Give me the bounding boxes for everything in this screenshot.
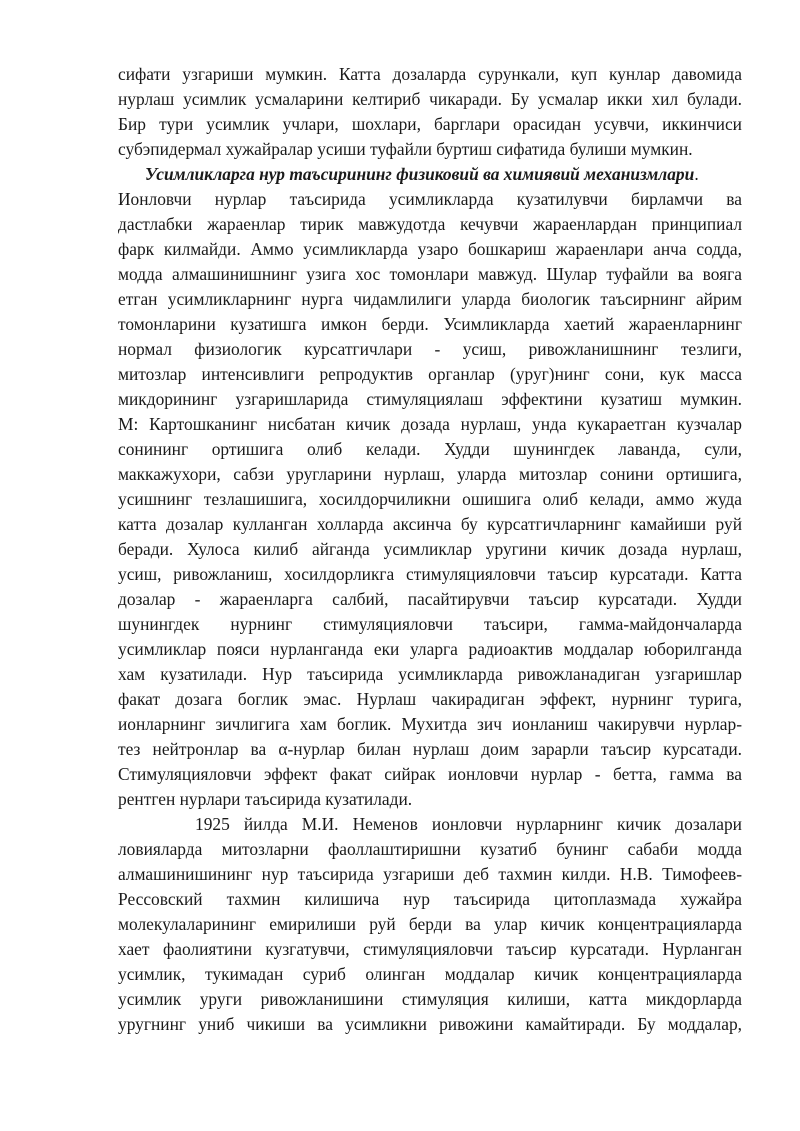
text-line: хает фаолиятини кузгатувчи, стимуляцияловчи таъсир курсатади. Нурланган — [118, 939, 742, 959]
text-line: факат дозага боглик эмас. Нурлаш чакирадиган эффект, нурнинг турига, — [118, 689, 742, 709]
text-line: ловияларда митозларни фаоллаштиришни кузатиб бунинг сабаби модда — [118, 839, 742, 859]
text-line: усиш, ривожланиш, хосилдорликга стимуляцияловчи таъсир курсатади. Катта — [118, 564, 742, 584]
text-line: фарк килмайди. Аммо усимликларда узаро бошкариш жараенлари анча содда, — [118, 239, 742, 259]
text-line: усимлик уруги ривожланишини стимуляция килиши, катта микдорларда — [118, 989, 742, 1009]
text-line: Бир тури усимлик учлари, шохлари, барглари орасидан усувчи, иккинчиси — [118, 114, 742, 134]
text-line: Стимуляцияловчи эффект факат сийрак ионловчи нурлар - бетта, гамма ва — [118, 764, 742, 784]
text-line: М: Картошканинг нисбатан кичик дозада нурлаш, унда кукараетган кузчалар — [118, 414, 742, 434]
heading-period: . — [694, 164, 699, 184]
text-line: Рессовский тахмин килишича нур таъсирида цитоплазмада хужайра — [118, 889, 742, 909]
text-line: нурлаш усимлик усмаларини келтириб чикаради. Бу усмалар икки хил булади. — [118, 89, 742, 109]
section-heading-line — [145, 162, 742, 187]
text-line: алмашинишининг нур таъсирида узгариши деб тахмин килди. Н.В. Тимофеев- — [118, 864, 742, 884]
text-line: тез нейтронлар ва α-нурлар билан нурлаш доим зарарли таъсир курсатади. — [118, 739, 742, 759]
text-line: микдорининг узгаришларида стимуляциялаш эффектини кузатиш мумкин. — [118, 389, 742, 409]
text-line: модда алмашинишнинг узига хос томонлари мавжуд. Шулар туфайли ва вояга — [118, 264, 742, 284]
text-line: молекулаларининг емирилиши руй берди ва улар кичик концентрацияларда — [118, 914, 742, 934]
text-line: ионларнинг зичлигига хам боглик. Мухитда зич ионланиш чакирувчи нурлар- — [118, 714, 742, 734]
text-line: усимликлар пояси нурланганда еки уларга радиоактив моддалар юборилганда — [118, 639, 742, 659]
text-line: усишнинг тезлашишига, хосилдорчиликни ошишига олиб келади, аммо жуда — [118, 489, 742, 509]
text-line: субэпидермал хужайралар усиши туфайли буртиш сифатида булиши мумкин. — [118, 139, 693, 159]
text-line: етган усимликларнинг нурга чидамлилиги уларда биологик таъсирнинг айрим — [118, 289, 742, 309]
text-line: сифати узгариши мумкин. Катта дозаларда сурункали, куп кунлар давомида — [118, 64, 742, 84]
text-line: шунингдек нурнинг стимуляцияловчи таъсири, гамма-майдончаларда — [118, 614, 742, 634]
text-line: усимлик, тукимадан суриб олинган моддалар кичик концентрацияларда — [118, 964, 742, 984]
text-line: катта дозалар кулланган холларда аксинча бу курсатгичларнинг камайиши руй — [118, 514, 742, 534]
text-line: митозлар интенсивлиги репродуктив органлар (уруг)нинг сони, кук масса — [118, 364, 742, 384]
text-line: сонининг ортишига олиб келади. Худди шунингдек лаванда, сули, — [118, 439, 742, 459]
text-line: томонларини кузатишга имкон берди. Усимликларда хаетий жараенларнинг — [118, 314, 742, 334]
paragraph-first-line: 1925 йилда М.И. Неменов ионловчи нурларнинг кичик дозалари — [195, 814, 742, 834]
text-line: дозалар - жараенларга салбий, пасайтирувчи таъсир курсатади. Худди — [118, 589, 742, 609]
text-line: беради. Хулоса килиб айганда усимликлар уругини кичик дозада нурлаш, — [118, 539, 742, 559]
text-line: уругнинг униб чикиши ва усимликни ривожини камайтиради. Бу моддалар, — [118, 1014, 742, 1034]
text-line: хам кузатилади. Нур таъсирида усимликларда ривожланадиган узгаришлар — [118, 664, 742, 684]
text-line: дастлабки жараенлар тирик мавжудотда кечувчи жараенлардан принципиал — [118, 214, 742, 234]
text-line: рентген нурлари таъсирида кузатилади. — [118, 789, 413, 809]
section-heading: Усимликларга нур таъсирининг физиковий ва химиявий механизмлари — [145, 164, 695, 184]
text-line: нормал физиологик курсатгичлари - усиш, ривожланишнинг тезлиги, — [118, 339, 742, 359]
text-line: маккажухори, сабзи уругларини нурлаш, уларда митозлар сонини ортишига, — [118, 464, 742, 484]
text-line: Ионловчи нурлар таъсирида усимликларда кузатилувчи бирламчи ва — [118, 189, 742, 209]
